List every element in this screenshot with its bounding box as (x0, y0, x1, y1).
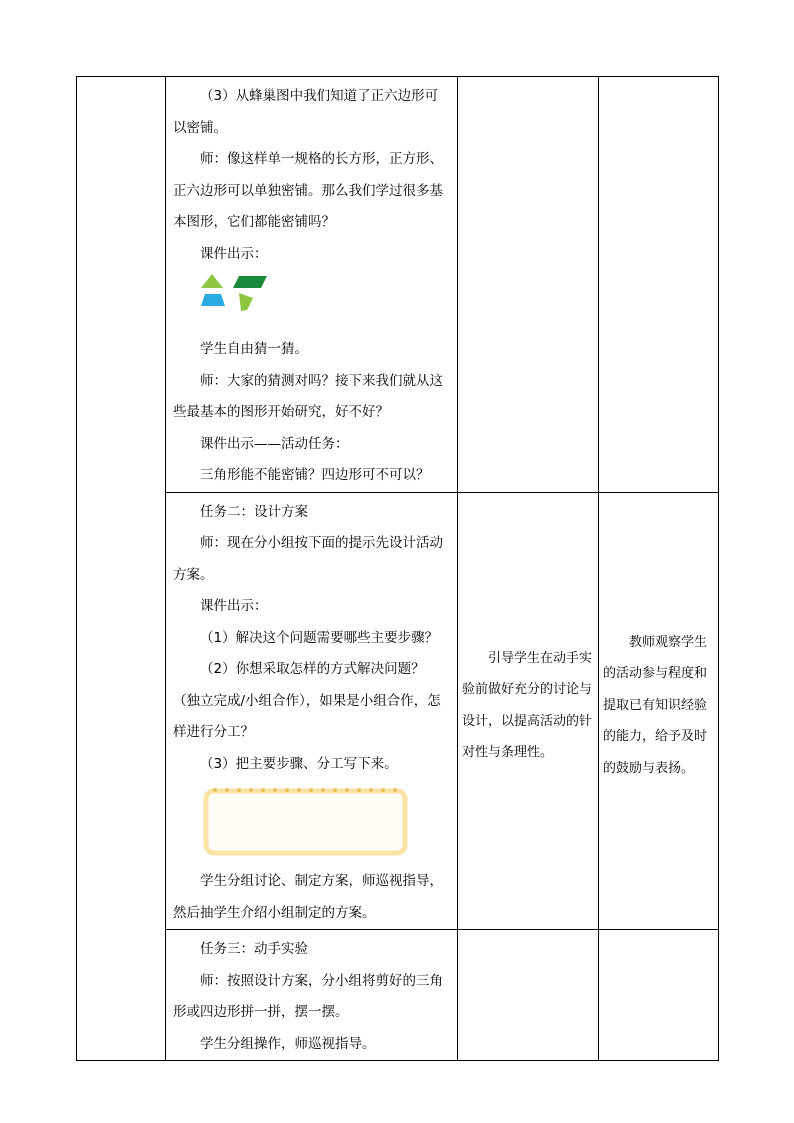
process-cell (166, 492, 458, 930)
table-row (77, 492, 719, 930)
lesson-plan-table (76, 76, 719, 1061)
design-intent-cell (458, 77, 599, 493)
paragraph: 任务二：设计方案 (200, 503, 308, 520)
basic-shapes-figure (201, 274, 450, 326)
paragraph: 三角形能不能密铺？四边形可不可以？ (200, 467, 430, 483)
paragraph: 课件出示——活动任务： (200, 435, 349, 452)
notepad-frame (203, 786, 408, 856)
trapezoid-shape (201, 294, 225, 306)
evaluation-cell (599, 930, 719, 1061)
table-row (77, 77, 719, 493)
design-intent-cell (458, 492, 599, 930)
process-cell (166, 930, 458, 1061)
design-intent-text: 引导学生在动手实验前做好充分的讨论与设计，以提高活动的针对性与条理性。 (462, 650, 593, 760)
paragraph: （2）你想采取怎样的方式解决问题？（独立完成/小组合作），如果是小组合作，怎样进行分工？ (173, 661, 441, 740)
paragraph: （3）从蜂巢图中我们知道了正六边形可以密铺。 (173, 88, 439, 136)
quadrilateral-shape (239, 293, 253, 311)
notepad-svg (203, 786, 408, 856)
paragraph: 师：按照设计方案，分小组将剪好的三角形或四边形拼一拼，摆一摆。 (173, 972, 443, 1020)
evaluation-text: 教师观察学生的活动参与程度和提取已有知识经验的能力，给予及时的鼓励与表扬。 (603, 634, 708, 776)
shapes-svg (201, 274, 281, 326)
stage-column-cell (77, 77, 166, 1061)
evaluation-cell (599, 77, 719, 493)
paragraph: 任务三：动手实验 (200, 941, 308, 957)
table-row (77, 930, 719, 1061)
triangle-shape (201, 274, 223, 288)
paragraph: 学生分组操作，师巡视指导。 (200, 1035, 376, 1052)
paragraph: 学生自由猜一猜。 (200, 341, 308, 357)
paragraph: 师：大家的猜测对吗？接下来我们就从这些最基本的图形开始研究，好不好？ (173, 372, 443, 420)
paragraph: （3）把主要步骤、分工写下来。 (200, 755, 398, 772)
paragraph: 师：现在分小组按下面的提示先设计活动方案。 (173, 535, 443, 583)
design-intent-cell (458, 930, 599, 1061)
paragraph: 学生分组讨论、制定方案，师巡视指导，然后抽学生介绍小组制定的方案。 (173, 873, 443, 921)
paragraph: （1）解决这个问题需要哪些主要步骤？ (200, 629, 439, 646)
paragraph: 师：像这样单一规格的长方形，正方形、正六边形可以单独密铺。那么我们学过很多基本图形，它们都能密铺吗？ (173, 151, 443, 230)
paragraph: 课件出示： (200, 598, 268, 614)
paragraph: 课件出示： (200, 245, 268, 262)
parallelogram-shape (233, 276, 267, 288)
evaluation-cell (599, 492, 719, 930)
process-cell (166, 77, 458, 493)
